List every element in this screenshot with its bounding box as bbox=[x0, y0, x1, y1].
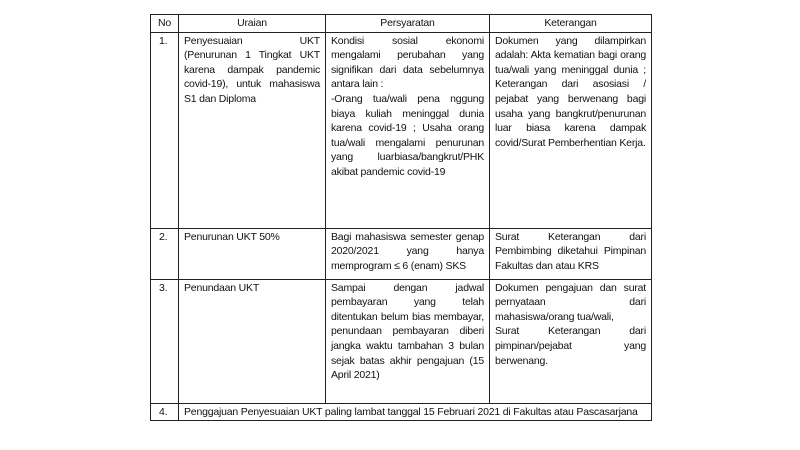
persyaratan-cell: Bagi mahasiswa semester genap 2020/2021 yang hanya memprogram ≤ 6 (enam) SKS bbox=[326, 228, 490, 279]
row-number: 2. bbox=[151, 228, 179, 279]
keterangan-cell: Surat Keterangan dari Pembimbing diketahui Pimpinan Fakultas dan atau KRS bbox=[490, 228, 652, 279]
table-row bbox=[151, 279, 652, 403]
row-number: 1. bbox=[151, 32, 179, 228]
uraian-cell: Penurunan UKT 50% bbox=[179, 228, 326, 279]
uraian-cell: Penyesuaian UKT (Penurunan 1 Tingkat UKT karena dampak pandemic covid-19), untuk mahasiswa S1 dan Diploma bbox=[179, 32, 326, 228]
header-uraian: Uraian bbox=[179, 15, 326, 33]
keterangan-cell: Dokumen yang dilampirkan adalah: Akta kematian bagi orang tua/wali yang meninggal dunia ; Keterangan dari asosiasi / pejabat yang berwenang bagi usaha yang bangkrut/penurunan luar biasa karena dampak covid/Surat Pemberhentian Kerja. bbox=[490, 32, 652, 228]
persyaratan-cell: Sampai dengan jadwal pembayaran yang telah ditentukan belum bias membayar, penundaan pembayaran diberi jangka waktu tambahan 3 bulan sejak batas akhir pengajuan (15 April 2021) bbox=[326, 279, 490, 403]
ukt-table bbox=[150, 14, 652, 421]
persyaratan-cell bbox=[326, 32, 490, 228]
table-row bbox=[151, 403, 652, 421]
persyaratan-intro: Kondisi sosial ekonomi mengalami perubahan yang signifikan dari data sebelumnya antara lain : bbox=[331, 34, 484, 91]
table-row bbox=[151, 228, 652, 279]
header-no: No bbox=[151, 15, 179, 33]
keterangan-line-1: Dokumen pengajuan dan surat pernyataan dari mahasiswa/orang tua/wali, bbox=[495, 281, 646, 323]
persyaratan-detail: -Orang tua/wali pena nggung biaya kuliah meninggal dunia karena covid-19 ; Usaha orang tua/wali mengalami penurunan yang luarbiasa/bangkrut/PHK akibat pandemic covid-19 bbox=[331, 92, 484, 178]
keterangan-line-2: Surat Keterangan dari pimpinan/pejabat yang berwenang. bbox=[495, 325, 646, 367]
table-header-row bbox=[151, 15, 652, 33]
uraian-cell: Penundaan UKT bbox=[179, 279, 326, 403]
header-persyaratan: Persyaratan bbox=[326, 15, 490, 33]
keterangan-cell bbox=[490, 279, 652, 403]
row-number: 3. bbox=[151, 279, 179, 403]
deadline-note: Penggajuan Penyesuaian UKT paling lambat tanggal 15 Februari 2021 di Fakultas atau Pascasarjana bbox=[179, 403, 652, 421]
table-row bbox=[151, 32, 652, 228]
header-keterangan: Keterangan bbox=[490, 15, 652, 33]
row-number: 4. bbox=[151, 403, 179, 421]
